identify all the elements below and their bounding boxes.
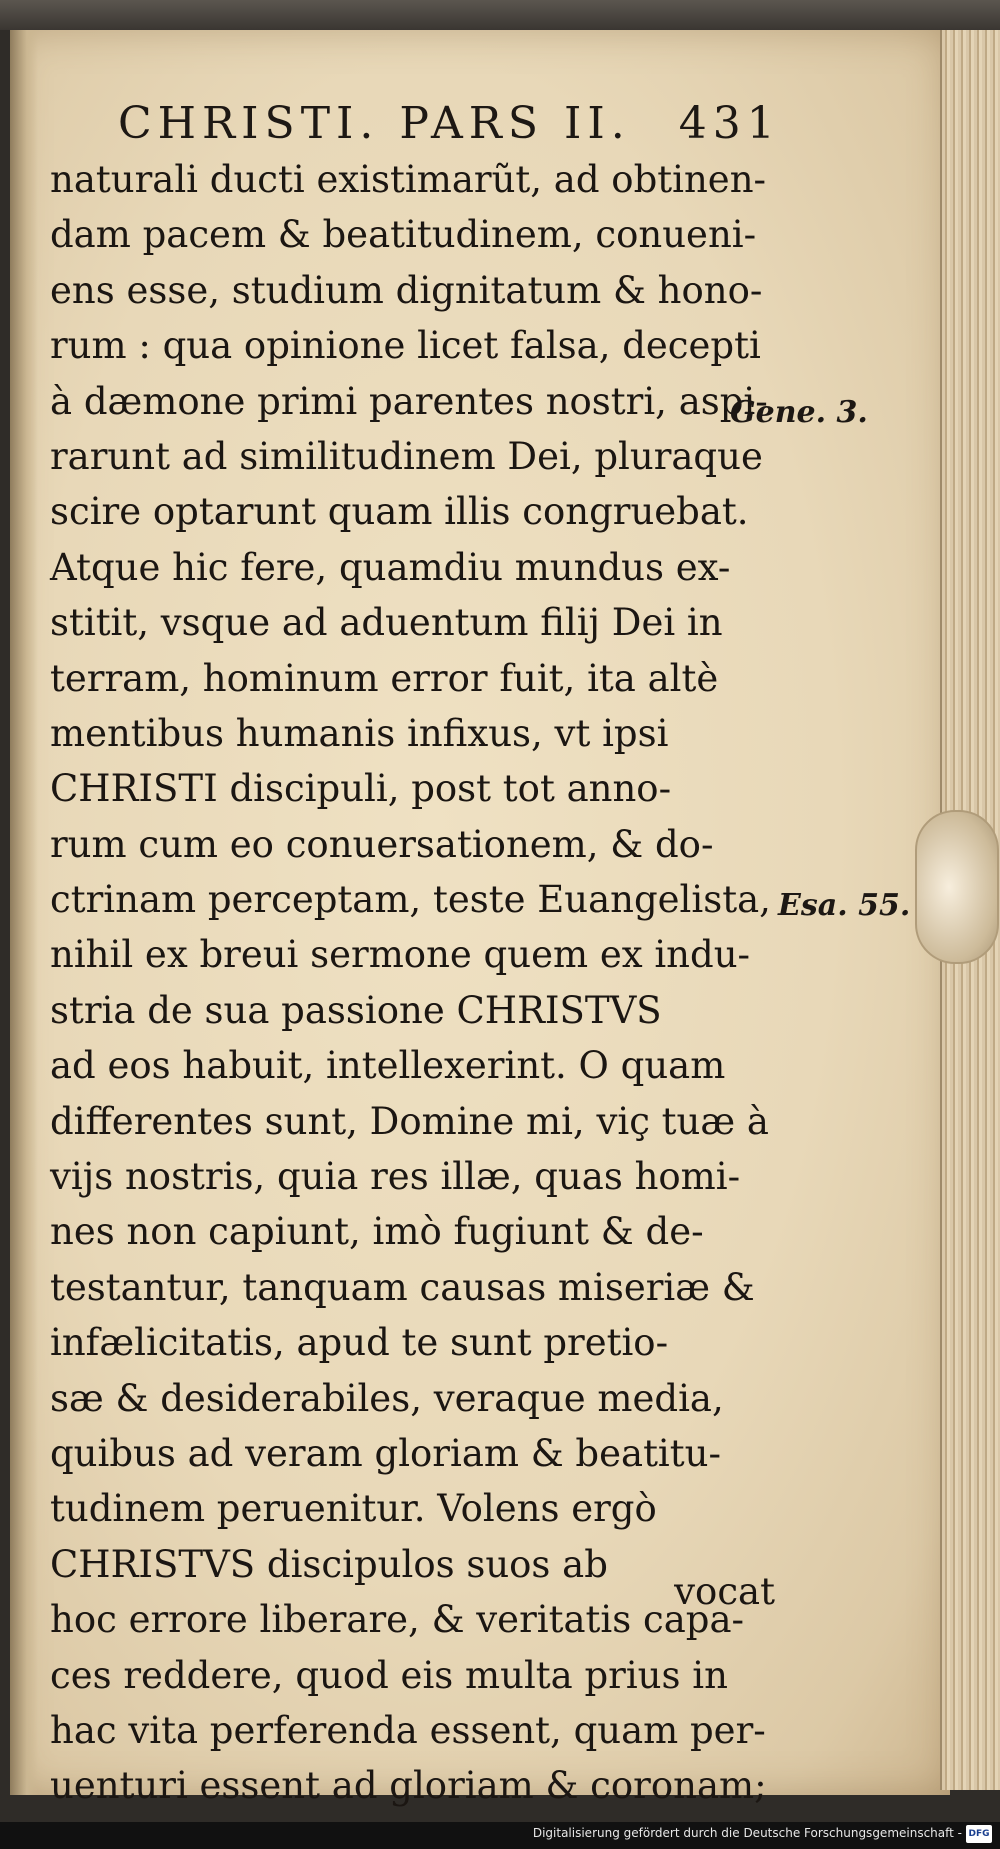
text-line: stria de sua passione CHRISTVS bbox=[50, 988, 662, 1032]
text-line: stitit, vsque ad aduentum filij Dei in bbox=[50, 601, 723, 645]
text-line: à dæmone primi parentes nostri, aspi- bbox=[50, 379, 768, 423]
text-line: Atque hic fere, quamdiu mundus ex- bbox=[50, 545, 731, 589]
text-line: ces reddere, quod eis multa prius in bbox=[50, 1653, 728, 1697]
margin-note: Gene. 3. bbox=[730, 395, 868, 430]
text-line: differentes sunt, Domine mi, viç tuæ à bbox=[50, 1099, 769, 1143]
text-line: quibus ad veram gloriam & beatitu- bbox=[50, 1431, 721, 1475]
margin-note: Esa. 55. bbox=[778, 888, 911, 923]
text-line: sæ & desiderabiles, veraque media, bbox=[50, 1376, 724, 1420]
text-line: testantur, tanquam causas miseriæ & bbox=[50, 1265, 755, 1309]
text-line: dam pacem & beatitudinem, conueni- bbox=[50, 213, 757, 257]
text-line: hac vita perferenda essent, quam per- bbox=[50, 1708, 766, 1752]
text-line: CHRISTVS discipulos suos ab bbox=[50, 1542, 608, 1586]
text-line: nihil ex breui sermone quem ex indu- bbox=[50, 933, 751, 977]
text-line: uenturi essent ad gloriam & coronam; bbox=[50, 1764, 767, 1808]
text-line: rum : qua opinione licet falsa, decepti bbox=[50, 324, 761, 368]
text-line: CHRISTI discipuli, post tot anno- bbox=[50, 767, 672, 811]
text-line: ctrinam perceptam, teste Euangelista, bbox=[50, 878, 771, 922]
text-line: tudinem peruenitur. Volens ergò bbox=[50, 1487, 657, 1531]
dfg-logo[interactable]: DFG bbox=[966, 1825, 992, 1843]
book-clasp bbox=[915, 810, 999, 964]
text-line: rarunt ad similitudinem Dei, pluraque bbox=[50, 434, 763, 478]
text-line: scire optarunt quam illis congruebat. bbox=[50, 490, 749, 534]
text-line: ens esse, studium dignitatum & hono- bbox=[50, 268, 763, 312]
text-line: terram, hominum error fuit, ita altè bbox=[50, 656, 719, 700]
text-line: rum cum eo conuersationem, & do- bbox=[50, 822, 714, 866]
page-gutter bbox=[10, 30, 38, 1795]
body-text bbox=[50, 152, 771, 1814]
text-line: ad eos habuit, intellexerint. O quam bbox=[50, 1044, 726, 1088]
text-line: vijs nostris, quia res illæ, quas homi- bbox=[50, 1155, 741, 1199]
page-number: 431 bbox=[678, 98, 781, 149]
text-line: mentibus humanis infixus, vt ipsi bbox=[50, 711, 669, 755]
digitization-credit: Digitalisierung gefördert durch die Deutsche Forschungsgemeinschaft - bbox=[532, 1826, 962, 1840]
text-line: naturali ducti existimarũt, ad obtinen- bbox=[50, 158, 767, 201]
text-line: hoc errore liberare, & veritatis capa- bbox=[50, 1598, 745, 1642]
text-line: infælicitatis, apud te sunt pretio- bbox=[50, 1321, 669, 1365]
text-line: nes non capiunt, imò fugiunt & de- bbox=[50, 1210, 704, 1254]
catchword: vocat bbox=[674, 1570, 775, 1613]
book-top-edge bbox=[0, 0, 1000, 30]
running-head-title: CHRISTI. PARS II. bbox=[118, 98, 631, 149]
